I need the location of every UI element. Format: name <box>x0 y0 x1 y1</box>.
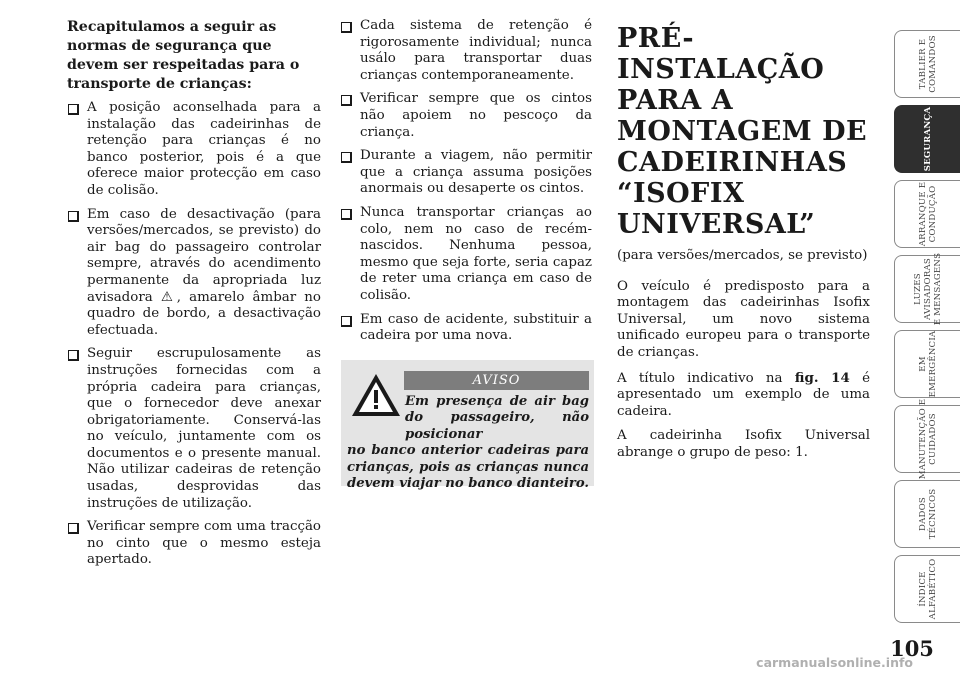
page-number: 105 <box>890 636 934 661</box>
warning-label: AVISO <box>404 371 589 390</box>
paragraph: A cadeirinha Isofix Universal abrange o grupo de peso: 1. <box>617 428 870 460</box>
section-title: PRÉ-INSTALAÇÃO PARA A MONTAGEM DE CADEIRINHAS “ISOFIX UNIVERSAL” <box>617 23 868 240</box>
list-item: Nunca transportar crianças ao colo, nem no caso de recém-nascidos. Nenhuma pessoa, mesmo que seja forte, seria capaz de reter uma criança em caso de colisão. <box>340 205 592 305</box>
list-item: Verificar sempre com uma tracção no cinto que o mesmo esteja apertado. <box>67 519 321 569</box>
chapter-tab-label: DADOS TÉCNICOS <box>917 488 938 540</box>
chapter-tab-label: SEGURANÇA <box>922 106 933 172</box>
section-subtitle: (para versões/mercados, se previsto) <box>617 248 868 263</box>
checkbox-icon <box>341 22 352 33</box>
figure-reference[interactable]: fig. 14 <box>794 369 850 386</box>
chapter-tab-label: ARRANQUE E CONDUÇÃO <box>917 181 938 247</box>
chapter-tab[interactable] <box>894 555 960 623</box>
list-item: Durante a viagem, não permitir que a criança assuma posições anormais ou desaperte os cintos. <box>340 148 592 198</box>
chapter-tab-label: MANUTENÇÃO E CUIDADOS <box>917 398 938 480</box>
chapter-tab-label: EM EMERGÊNCIA <box>917 330 938 398</box>
chapter-tab[interactable] <box>894 105 960 173</box>
checkbox-icon <box>341 95 352 106</box>
column-left <box>67 18 321 576</box>
list-item: A posição aconselhada para a instalação das cadeirinhas de retenção para crianças é no banco posterior, pois é a que oferece maior protecção em caso de colisão. <box>67 100 321 200</box>
safety-rules-list-continued <box>340 18 592 345</box>
list-item: Seguir escrupulosamente as instruções fornecidas com a própria cadeira para crianças, que o fornecedor deve anexar obrigatoriamente. Conservá-las no veículo, juntamente com os documentos e o presente manual. Não utilizar cadeiras de retenção usadas, desprovidas das instruções de utilização. <box>67 346 321 512</box>
chapter-tab[interactable] <box>894 398 960 480</box>
column-right <box>617 18 870 470</box>
paragraph: O veículo é predisposto para a montagem das cadeirinhas Isofix Universal, um novo sistema unificado europeu para o transporte de crianças. <box>617 278 870 360</box>
list-item: Cada sistema de retenção é rigorosamente individual; nunca usálo para transportar duas crianças contemporaneamente. <box>340 18 592 84</box>
chapter-tab[interactable] <box>894 30 960 98</box>
chapter-tab[interactable] <box>894 180 960 248</box>
checkbox-icon <box>68 211 79 222</box>
column-middle <box>340 18 592 352</box>
list-item: Em caso de desactivação (para versões/mercados, se previsto) do air bag do passageiro controlar sempre, através do acendimento permanente da apropriada luz avisadora ⚠, amarelo âmbar no quadro de bordo, a desactivação efectuada. <box>67 207 321 340</box>
safety-rules-list <box>67 100 321 569</box>
chapter-tab[interactable] <box>894 330 960 398</box>
checkbox-icon <box>68 350 79 361</box>
checkbox-icon <box>341 209 352 220</box>
section-heading: Recapitulamos a seguir as normas de segurança que devem ser respeitadas para o transporte de crianças: <box>67 19 300 92</box>
warning-box <box>341 360 594 492</box>
paragraph: A título indicativo na fig. 14 é apresentado um exemplo de uma cadeira. <box>617 369 870 419</box>
watermark: carmanualsonline.info <box>756 655 913 670</box>
checkbox-icon <box>341 152 352 163</box>
list-item: Verificar sempre que os cintos não apoiem no pescoço da criança. <box>340 91 592 141</box>
chapter-tab[interactable] <box>894 480 960 548</box>
list-item: Em caso de acidente, substituir a cadeira por uma nova. <box>340 312 592 345</box>
checkbox-icon <box>68 104 79 115</box>
chapter-tab-label: TABLIER E COMANDOS <box>917 35 938 93</box>
chapter-tab[interactable] <box>894 252 960 326</box>
chapter-tab-label: LUZES AVISADORAS E MENSAGENS <box>912 252 943 326</box>
checkbox-icon <box>68 523 79 534</box>
checkbox-icon <box>341 316 352 327</box>
chapter-tab-label: ÍNDICE ALFABÉTICO <box>917 558 938 620</box>
warning-text: Em presença de air bag do passageiro, não posicionar no banco anterior cadeiras para crianças, pois as crianças nunca devem viajar no banco dianteiro. <box>347 394 589 492</box>
